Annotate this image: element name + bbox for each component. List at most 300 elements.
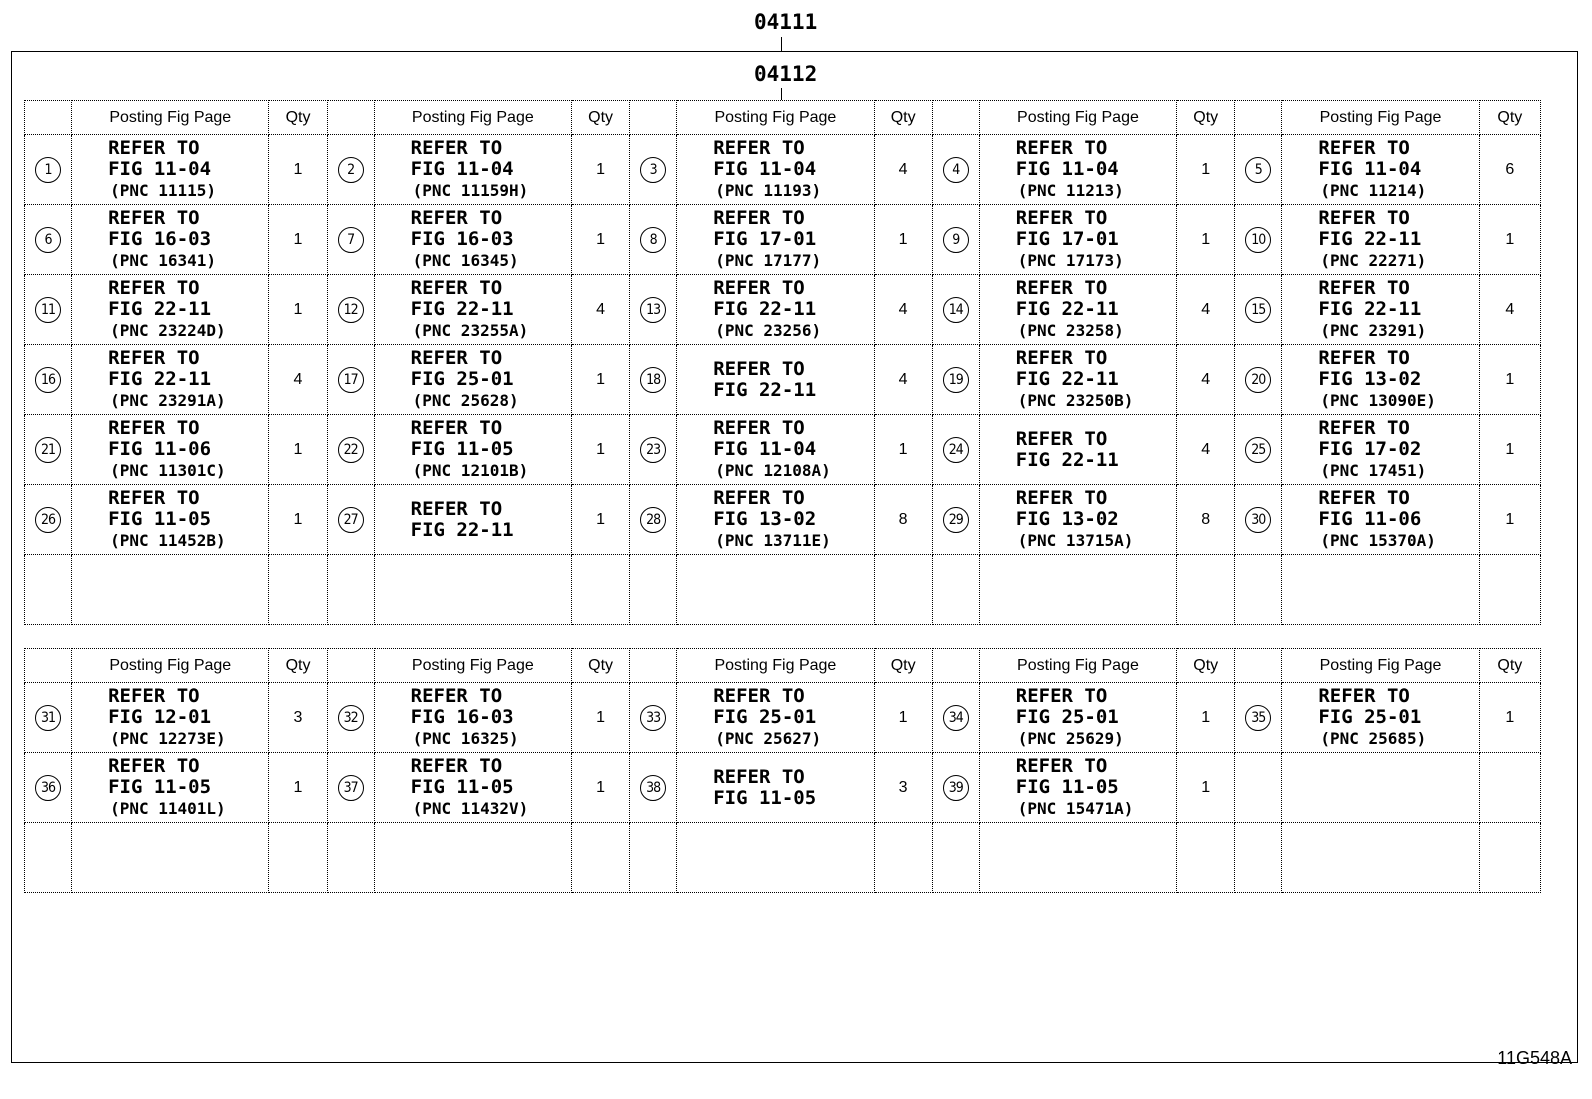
posting-fig-page-cell <box>1282 415 1479 485</box>
pnc-text: (PNC 16345) <box>412 251 519 270</box>
item-number-cell <box>630 485 677 555</box>
empty-cell <box>72 823 269 893</box>
item-number-cell <box>630 275 677 345</box>
item-number-circle: 10 <box>1245 227 1271 253</box>
header-qty: Qty <box>1479 101 1540 135</box>
posting-fig-page-cell <box>374 753 571 823</box>
fig-page-text: FIG 25-01 <box>1318 706 1422 728</box>
refer-to-text: REFER TO <box>1015 755 1108 777</box>
item-number-cell <box>932 683 979 753</box>
fig-page-text: FIG 12-01 <box>108 706 212 728</box>
refer-to-text: REFER TO <box>713 685 805 707</box>
fig-page-text: FIG 22-11 <box>713 298 817 320</box>
item-number-circle: 23 <box>640 437 666 463</box>
qty-cell: 1 <box>572 345 630 415</box>
posting-fig-page-cell <box>979 485 1176 555</box>
header-posting-fig-page: Posting Fig Page <box>979 649 1176 683</box>
refer-to-text: REFER TO <box>410 755 503 777</box>
posting-fig-page-cell <box>72 683 269 753</box>
qty-cell: 4 <box>1177 415 1235 485</box>
empty-cell <box>269 823 327 893</box>
refer-to-text: REFER TO <box>108 277 200 299</box>
item-number-circle: 16 <box>35 367 61 393</box>
item-number-circle: 22 <box>338 437 364 463</box>
fig-page-text: FIG 22-11 <box>1015 298 1119 320</box>
fig-page-text: FIG 16-03 <box>108 228 212 250</box>
item-number-cell <box>630 345 677 415</box>
qty-cell: 1 <box>572 753 630 823</box>
fig-page-text: FIG 17-02 <box>1318 438 1422 460</box>
pnc-text: (PNC 25628) <box>412 391 519 410</box>
header-blank <box>327 649 374 683</box>
item-number-circle: 8 <box>640 227 666 253</box>
fig-page-text: FIG 11-04 <box>410 158 514 180</box>
posting-fig-page-cell <box>374 485 571 555</box>
refer-to-text: REFER TO <box>1015 427 1108 450</box>
fig-page-text: FIG 11-05 <box>410 776 514 798</box>
item-number-circle: 21 <box>35 437 61 463</box>
item-number-circle: 3 <box>640 157 666 183</box>
item-number-circle: 4 <box>943 157 969 183</box>
empty-cell <box>572 823 630 893</box>
qty-cell: 1 <box>1479 485 1540 555</box>
item-number-circle: 36 <box>35 775 61 801</box>
pnc-text: (PNC 16325) <box>412 729 519 748</box>
item-number-circle: 34 <box>943 705 969 731</box>
posting-fig-page-cell <box>72 205 269 275</box>
item-number-cell <box>1235 485 1282 555</box>
header-posting-fig-page: Posting Fig Page <box>1282 649 1479 683</box>
item-number-circle: 29 <box>943 507 969 533</box>
item-number-circle: 12 <box>338 297 364 323</box>
fig-page-text: FIG 17-01 <box>713 228 817 250</box>
refer-to-text: REFER TO <box>108 685 200 707</box>
fig-page-text: FIG 11-06 <box>1318 508 1422 530</box>
item-number-cell <box>327 135 374 205</box>
header-posting-fig-page: Posting Fig Page <box>677 649 874 683</box>
empty-cell <box>874 823 932 893</box>
qty-cell: 1 <box>1177 205 1235 275</box>
fig-page-text: FIG 11-05 <box>108 776 212 798</box>
empty-cell <box>327 823 374 893</box>
item-number-cell <box>1235 135 1282 205</box>
header-qty: Qty <box>1177 649 1235 683</box>
refer-to-text: REFER TO <box>1318 487 1410 509</box>
table-row <box>25 415 1541 485</box>
reference-table-2 <box>24 648 1541 893</box>
item-number-circle: 30 <box>1245 507 1271 533</box>
item-number-circle: 35 <box>1245 705 1271 731</box>
header-blank <box>327 101 374 135</box>
fig-page-text: FIG 11-04 <box>108 158 212 180</box>
posting-fig-page-cell <box>72 275 269 345</box>
posting-fig-page-cell <box>677 135 874 205</box>
empty-cell <box>979 823 1176 893</box>
item-number-circle: 37 <box>338 775 364 801</box>
pnc-text: (PNC 11401L) <box>110 799 226 818</box>
fig-page-text: FIG 11-05 <box>410 438 514 460</box>
item-number-cell <box>630 415 677 485</box>
qty-cell: 4 <box>1177 345 1235 415</box>
qty-cell <box>1479 753 1540 823</box>
item-number-cell <box>1235 275 1282 345</box>
item-number-cell <box>630 135 677 205</box>
refer-to-text: REFER TO <box>713 765 805 788</box>
pnc-text: (PNC 22271) <box>1320 251 1427 270</box>
empty-cell <box>677 823 874 893</box>
posting-fig-page-cell <box>72 415 269 485</box>
refer-to-text: REFER TO <box>1015 207 1108 229</box>
item-number-cell <box>1235 753 1282 823</box>
qty-cell: 1 <box>1177 135 1235 205</box>
empty-cell <box>874 555 932 625</box>
refer-to-text: REFER TO <box>1318 277 1410 299</box>
refer-to-text: REFER TO <box>410 137 503 159</box>
table-row <box>25 135 1541 205</box>
header-qty: Qty <box>1479 649 1540 683</box>
fig-page-text: FIG 22-11 <box>108 368 212 390</box>
refer-to-text: REFER TO <box>1318 347 1410 369</box>
item-number-circle: 33 <box>640 705 666 731</box>
pnc-text: (PNC 23255A) <box>412 321 529 340</box>
refer-to-text: REFER TO <box>713 417 805 439</box>
refer-to-text: REFER TO <box>108 487 200 509</box>
qty-cell: 4 <box>874 275 932 345</box>
header-qty: Qty <box>269 101 327 135</box>
item-number-cell <box>327 753 374 823</box>
item-number-cell <box>932 345 979 415</box>
item-number-circle: 18 <box>640 367 666 393</box>
item-number-cell <box>327 275 374 345</box>
pnc-text: (PNC 11452B) <box>110 531 226 550</box>
pnc-text: (PNC 13715A) <box>1017 531 1134 550</box>
pnc-text: (PNC 17177) <box>715 251 822 270</box>
header-blank <box>932 649 979 683</box>
item-number-circle: 38 <box>640 775 666 801</box>
qty-cell: 4 <box>1479 275 1540 345</box>
table-row <box>25 205 1541 275</box>
pnc-text: (PNC 11214) <box>1320 181 1427 200</box>
posting-fig-page-cell <box>72 485 269 555</box>
fig-page-text: FIG 22-11 <box>410 298 514 320</box>
refer-to-text: REFER TO <box>410 417 503 439</box>
pnc-text: (PNC 16341) <box>110 251 217 270</box>
posting-fig-page-cell <box>677 485 874 555</box>
refer-to-text: REFER TO <box>410 685 503 707</box>
item-number-cell <box>25 205 72 275</box>
fig-page-text: FIG 11-05 <box>713 786 817 809</box>
header-posting-fig-page: Posting Fig Page <box>374 101 571 135</box>
fig-page-text: FIG 22-11 <box>108 298 212 320</box>
pnc-text: (PNC 25685) <box>1320 729 1427 748</box>
item-number-cell <box>327 415 374 485</box>
fig-page-text: FIG 25-01 <box>1015 706 1119 728</box>
item-number-cell <box>630 205 677 275</box>
qty-cell: 1 <box>572 683 630 753</box>
pnc-text: (PNC 13711E) <box>715 531 831 550</box>
table-row <box>25 275 1541 345</box>
pnc-text: (PNC 23291) <box>1320 321 1427 340</box>
refer-to-text: REFER TO <box>1015 685 1108 707</box>
item-number-cell <box>1235 683 1282 753</box>
qty-cell: 1 <box>874 205 932 275</box>
pnc-text: (PNC 13090E) <box>1320 391 1436 410</box>
qty-cell: 1 <box>1177 753 1235 823</box>
fig-page-text: FIG 25-01 <box>713 706 817 728</box>
item-number-cell <box>630 683 677 753</box>
table-row <box>25 485 1541 555</box>
header-posting-fig-page: Posting Fig Page <box>72 101 269 135</box>
empty-cell <box>1282 555 1479 625</box>
item-number-cell <box>25 345 72 415</box>
refer-to-text: REFER TO <box>713 207 805 229</box>
item-number-cell <box>327 683 374 753</box>
posting-fig-page-cell <box>1282 135 1479 205</box>
pnc-text: (PNC 11432V) <box>412 799 529 818</box>
header-blank <box>1235 649 1282 683</box>
item-number-circle: 39 <box>943 775 969 801</box>
posting-fig-page-cell <box>979 135 1176 205</box>
header-posting-fig-page: Posting Fig Page <box>72 649 269 683</box>
header-posting-fig-page: Posting Fig Page <box>374 649 571 683</box>
item-number-cell <box>932 485 979 555</box>
header-qty: Qty <box>269 649 327 683</box>
item-number-circle: 1 <box>35 157 61 183</box>
reference-table-1 <box>24 100 1541 625</box>
table-row <box>25 683 1541 753</box>
header-qty: Qty <box>874 101 932 135</box>
pnc-text: (PNC 11193) <box>715 181 822 200</box>
refer-to-text: REFER TO <box>713 357 805 380</box>
header-posting-fig-page: Posting Fig Page <box>1282 101 1479 135</box>
header-blank <box>25 101 72 135</box>
posting-fig-page-cell <box>1282 485 1479 555</box>
pnc-text: (PNC 12101B) <box>412 461 529 480</box>
fig-page-text: FIG 11-06 <box>108 438 212 460</box>
header-qty: Qty <box>572 101 630 135</box>
item-number-cell <box>25 275 72 345</box>
posting-fig-page-cell <box>1282 205 1479 275</box>
item-number-circle: 11 <box>35 297 61 323</box>
refer-to-text: REFER TO <box>1318 685 1410 707</box>
qty-cell: 4 <box>874 345 932 415</box>
item-number-cell <box>630 753 677 823</box>
item-number-cell <box>1235 415 1282 485</box>
qty-cell: 1 <box>572 205 630 275</box>
fig-page-text: FIG 13-02 <box>713 508 817 530</box>
empty-cell <box>1479 555 1540 625</box>
empty-cell <box>1235 555 1282 625</box>
empty-cell <box>572 555 630 625</box>
empty-cell <box>1479 823 1540 893</box>
header-qty: Qty <box>874 649 932 683</box>
pnc-text: (PNC 25629) <box>1017 729 1124 748</box>
refer-to-text: REFER TO <box>108 755 200 777</box>
empty-cell <box>630 823 677 893</box>
refer-to-text: REFER TO <box>108 347 200 369</box>
header-blank <box>25 649 72 683</box>
qty-cell: 4 <box>874 135 932 205</box>
refer-to-text: REFER TO <box>713 277 805 299</box>
empty-cell <box>327 555 374 625</box>
empty-cell <box>72 555 269 625</box>
refer-to-text: REFER TO <box>1318 137 1410 159</box>
posting-fig-page-cell <box>677 345 874 415</box>
qty-cell: 8 <box>1177 485 1235 555</box>
item-number-circle: 19 <box>943 367 969 393</box>
qty-cell: 1 <box>874 415 932 485</box>
table-row <box>25 753 1541 823</box>
item-number-circle: 7 <box>338 227 364 253</box>
item-number-circle: 5 <box>1245 157 1271 183</box>
empty-cell <box>630 555 677 625</box>
posting-fig-page-cell <box>979 415 1176 485</box>
item-number-cell <box>932 415 979 485</box>
inner-assembly-label: 04112 <box>754 62 818 86</box>
pnc-text: (PNC 12108A) <box>715 461 831 480</box>
fig-page-text: FIG 16-03 <box>410 228 514 250</box>
item-number-circle: 32 <box>338 705 364 731</box>
fig-page-text: FIG 11-04 <box>713 158 817 180</box>
qty-cell: 1 <box>874 683 932 753</box>
qty-cell: 8 <box>874 485 932 555</box>
qty-cell: 1 <box>572 485 630 555</box>
fig-page-text: FIG 11-05 <box>108 508 212 530</box>
qty-cell: 4 <box>269 345 327 415</box>
item-number-circle: 14 <box>943 297 969 323</box>
pnc-text: (PNC 23250B) <box>1017 391 1134 410</box>
empty-row <box>25 555 1541 625</box>
item-number-cell <box>1235 345 1282 415</box>
fig-page-text: FIG 11-04 <box>713 438 817 460</box>
item-number-cell <box>25 415 72 485</box>
item-number-cell <box>25 753 72 823</box>
empty-cell <box>25 823 72 893</box>
empty-cell <box>374 555 571 625</box>
posting-fig-page-cell <box>374 345 571 415</box>
posting-fig-page-cell <box>979 205 1176 275</box>
posting-fig-page-cell <box>979 753 1176 823</box>
empty-cell <box>374 823 571 893</box>
refer-to-text: REFER TO <box>1318 207 1410 229</box>
item-number-circle: 24 <box>943 437 969 463</box>
item-number-cell <box>327 205 374 275</box>
fig-page-text: FIG 22-11 <box>1015 448 1119 471</box>
refer-to-text: REFER TO <box>410 207 503 229</box>
header-qty: Qty <box>572 649 630 683</box>
fig-page-text: FIG 16-03 <box>410 706 514 728</box>
empty-cell <box>677 555 874 625</box>
fig-page-text: FIG 13-02 <box>1015 508 1119 530</box>
empty-cell <box>269 555 327 625</box>
fig-page-text: FIG 22-11 <box>410 518 514 541</box>
posting-fig-page-cell <box>374 135 571 205</box>
item-number-cell <box>1235 205 1282 275</box>
refer-to-text: REFER TO <box>410 497 503 520</box>
drawing-code: 11G548A <box>1497 1048 1572 1068</box>
refer-to-text: REFER TO <box>410 347 503 369</box>
item-number-circle: 28 <box>640 507 666 533</box>
posting-fig-page-cell <box>374 275 571 345</box>
item-number-circle: 6 <box>35 227 61 253</box>
posting-fig-page-cell <box>677 415 874 485</box>
qty-cell: 1 <box>572 135 630 205</box>
posting-fig-page-cell <box>677 275 874 345</box>
item-number-cell <box>25 135 72 205</box>
refer-to-text: REFER TO <box>108 207 200 229</box>
pnc-text: (PNC 11159H) <box>412 181 529 200</box>
posting-fig-page-cell <box>979 345 1176 415</box>
qty-cell: 1 <box>1479 415 1540 485</box>
header-row <box>25 649 1541 683</box>
qty-cell: 3 <box>874 753 932 823</box>
refer-to-text: REFER TO <box>108 417 200 439</box>
empty-cell <box>25 555 72 625</box>
empty-row <box>25 823 1541 893</box>
qty-cell: 1 <box>1479 205 1540 275</box>
pnc-text: (PNC 23256) <box>715 321 822 340</box>
item-number-circle: 9 <box>943 227 969 253</box>
header-row <box>25 101 1541 135</box>
fig-page-text: FIG 25-01 <box>410 368 514 390</box>
refer-to-text: REFER TO <box>108 137 200 159</box>
item-number-cell <box>25 683 72 753</box>
item-number-cell <box>327 485 374 555</box>
item-number-cell <box>932 135 979 205</box>
item-number-cell <box>932 275 979 345</box>
posting-fig-page-cell <box>979 275 1176 345</box>
item-number-circle: 25 <box>1245 437 1271 463</box>
item-number-circle: 2 <box>338 157 364 183</box>
pnc-text: (PNC 11213) <box>1017 181 1124 200</box>
fig-page-text: FIG 17-01 <box>1015 228 1119 250</box>
posting-fig-page-cell <box>1282 753 1479 823</box>
qty-cell: 4 <box>1177 275 1235 345</box>
qty-cell: 1 <box>269 415 327 485</box>
refer-to-text: REFER TO <box>713 487 805 509</box>
posting-fig-page-cell <box>374 683 571 753</box>
qty-cell: 6 <box>1479 135 1540 205</box>
item-number-circle: 31 <box>35 705 61 731</box>
pnc-text: (PNC 23291A) <box>110 391 226 410</box>
posting-fig-page-cell <box>677 683 874 753</box>
empty-cell <box>932 555 979 625</box>
fig-page-text: FIG 11-05 <box>1015 776 1119 798</box>
item-number-circle: 15 <box>1245 297 1271 323</box>
empty-cell <box>1177 823 1235 893</box>
pnc-text: (PNC 25627) <box>715 729 822 748</box>
header-posting-fig-page: Posting Fig Page <box>979 101 1176 135</box>
item-number-cell <box>25 485 72 555</box>
header-blank <box>630 101 677 135</box>
item-number-circle: 20 <box>1245 367 1271 393</box>
refer-to-text: REFER TO <box>1015 347 1108 369</box>
item-number-circle: 27 <box>338 507 364 533</box>
fig-page-text: FIG 22-11 <box>1318 228 1422 250</box>
pnc-text: (PNC 11301C) <box>110 461 226 480</box>
posting-fig-page-cell <box>374 205 571 275</box>
item-number-circle: 26 <box>35 507 61 533</box>
qty-cell: 1 <box>269 753 327 823</box>
refer-to-text: REFER TO <box>1318 417 1410 439</box>
qty-cell: 1 <box>269 205 327 275</box>
outer-assembly-label: 04111 <box>754 10 818 34</box>
posting-fig-page-cell <box>979 683 1176 753</box>
empty-cell <box>1177 555 1235 625</box>
fig-page-text: FIG 13-02 <box>1318 368 1422 390</box>
refer-to-text: REFER TO <box>713 137 805 159</box>
qty-cell: 1 <box>1479 345 1540 415</box>
